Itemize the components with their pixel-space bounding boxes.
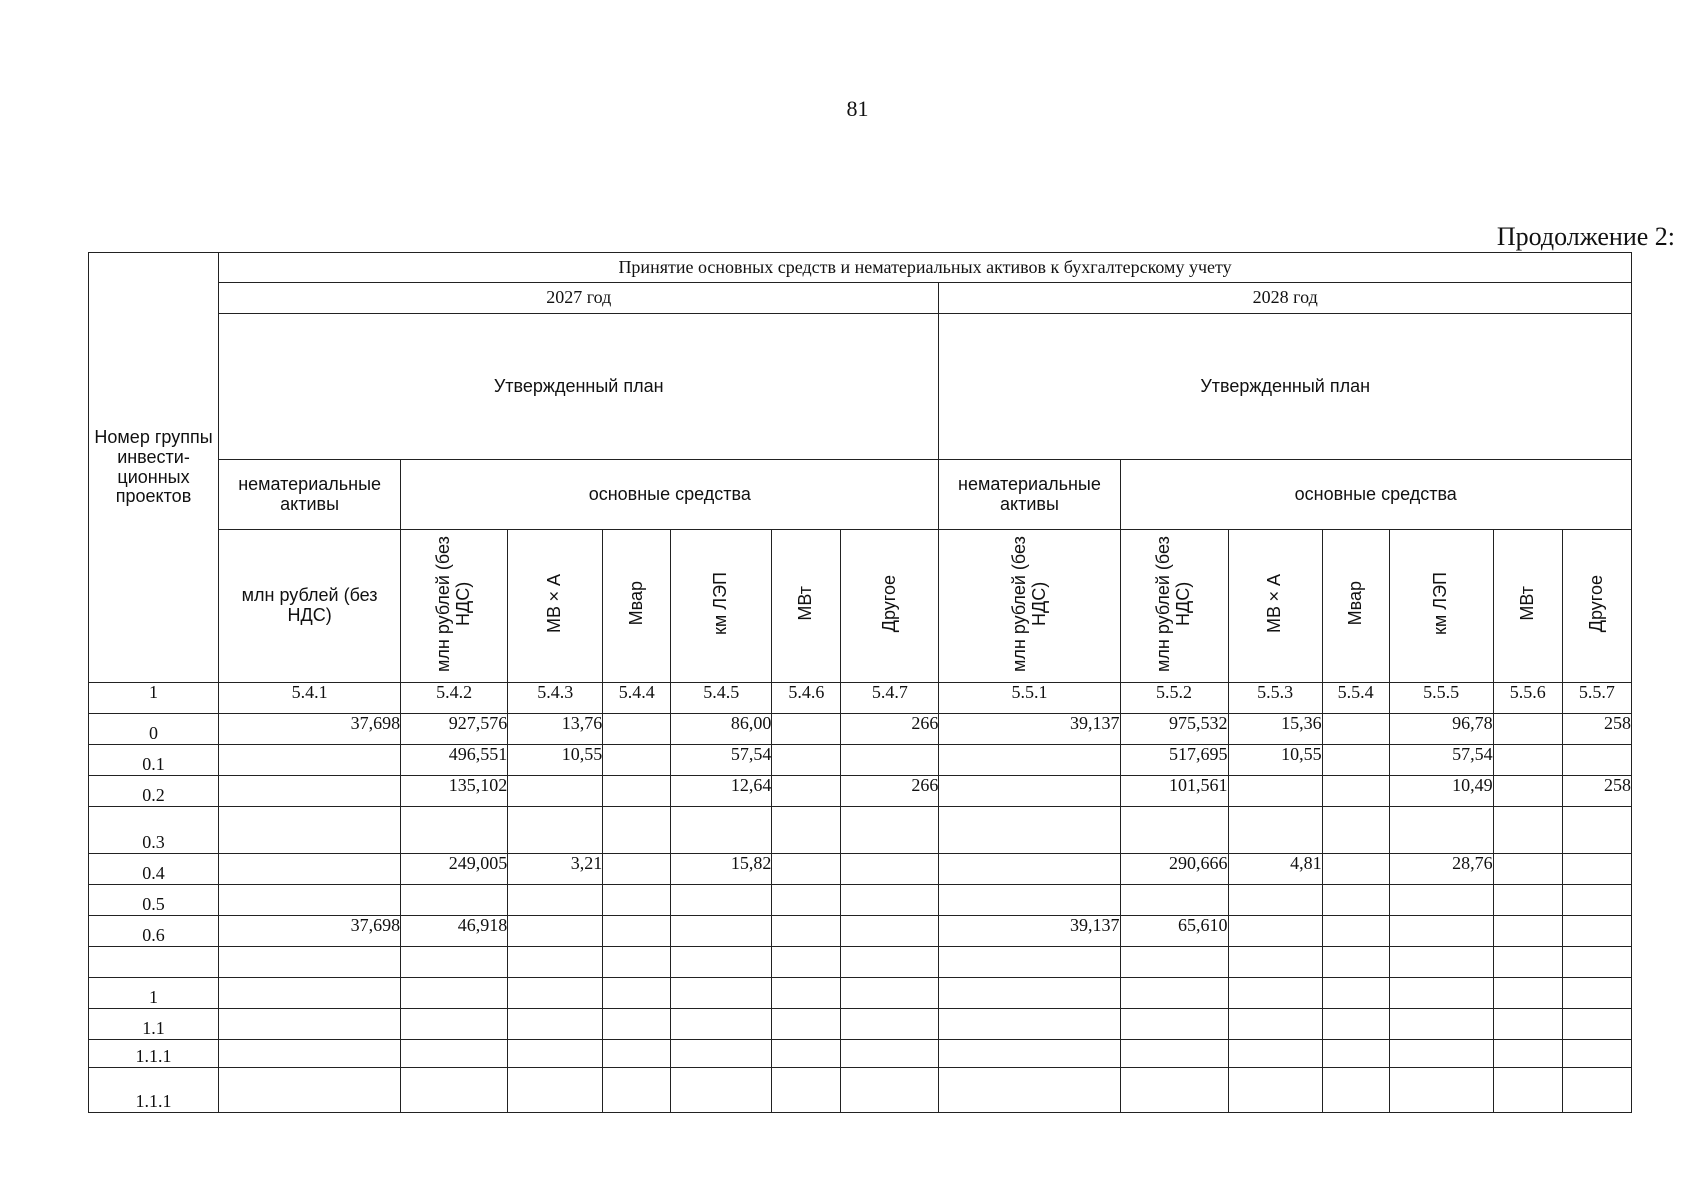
value-cell bbox=[1562, 1009, 1631, 1040]
table-row bbox=[89, 807, 1632, 854]
code-row bbox=[89, 683, 1632, 714]
value-cell bbox=[1562, 854, 1631, 885]
unit-header-5-5-6 bbox=[1493, 530, 1562, 683]
group-number-cell: 0.6 bbox=[89, 916, 219, 947]
code-cell: 5.4.4 bbox=[603, 683, 671, 714]
value-cell bbox=[1389, 947, 1493, 978]
value-cell bbox=[603, 1040, 671, 1068]
value-cell bbox=[1228, 1068, 1322, 1113]
value-cell bbox=[401, 1009, 508, 1040]
value-cell bbox=[401, 885, 508, 916]
value-cell bbox=[219, 978, 401, 1009]
value-cell bbox=[939, 807, 1120, 854]
code-cell: 5.4.1 bbox=[219, 683, 401, 714]
plan-2027-header: Утвержденный план bbox=[219, 314, 939, 460]
year-2028-header: 2028 год bbox=[939, 283, 1632, 314]
value-cell bbox=[1389, 807, 1493, 854]
value-cell bbox=[1228, 1009, 1322, 1040]
value-cell bbox=[1322, 978, 1389, 1009]
value-cell bbox=[1322, 776, 1389, 807]
value-cell bbox=[1562, 885, 1631, 916]
value-cell bbox=[1562, 916, 1631, 947]
value-cell bbox=[841, 1009, 939, 1040]
value-cell bbox=[1493, 885, 1562, 916]
value-cell bbox=[841, 885, 939, 916]
unit-label: МВт bbox=[1516, 586, 1537, 621]
value-cell bbox=[939, 1068, 1120, 1113]
value-cell bbox=[841, 1040, 939, 1068]
value-cell bbox=[219, 1009, 401, 1040]
value-cell bbox=[1322, 745, 1389, 776]
value-cell: 37,698 bbox=[219, 916, 401, 947]
code-cell: 5.4.5 bbox=[671, 683, 772, 714]
group-number-cell: 0 bbox=[89, 714, 219, 745]
value-cell: 39,137 bbox=[939, 714, 1120, 745]
value-cell bbox=[603, 776, 671, 807]
value-cell bbox=[939, 854, 1120, 885]
fixed-assets-2027-header: основные средства bbox=[401, 460, 939, 530]
value-cell bbox=[939, 745, 1120, 776]
value-cell bbox=[671, 947, 772, 978]
unit-label: млн рублей (без НДС) bbox=[1008, 535, 1049, 672]
value-cell bbox=[1562, 947, 1631, 978]
value-cell bbox=[671, 1068, 772, 1113]
unit-label: МВт bbox=[795, 586, 816, 621]
table-row bbox=[89, 1040, 1632, 1068]
table-row bbox=[89, 714, 1632, 745]
value-cell bbox=[939, 978, 1120, 1009]
value-cell: 10,55 bbox=[1228, 745, 1322, 776]
value-cell bbox=[772, 947, 841, 978]
value-cell: 10,55 bbox=[508, 745, 603, 776]
value-cell: 46,918 bbox=[401, 916, 508, 947]
value-cell bbox=[401, 978, 508, 1009]
value-cell bbox=[1493, 1068, 1562, 1113]
value-cell bbox=[508, 776, 603, 807]
unit-label: МВ×А bbox=[1264, 574, 1285, 634]
value-cell bbox=[1120, 978, 1228, 1009]
value-cell bbox=[1562, 1040, 1631, 1068]
value-cell bbox=[219, 947, 401, 978]
value-cell bbox=[939, 947, 1120, 978]
value-cell bbox=[219, 807, 401, 854]
unit-header-5-5-7 bbox=[1562, 530, 1631, 683]
value-cell: 266 bbox=[841, 714, 939, 745]
value-cell: 258 bbox=[1562, 714, 1631, 745]
value-cell bbox=[671, 916, 772, 947]
value-cell: 496,551 bbox=[401, 745, 508, 776]
table-row bbox=[89, 776, 1632, 807]
value-cell bbox=[1389, 978, 1493, 1009]
code-cell: 5.5.5 bbox=[1389, 683, 1493, 714]
value-cell bbox=[671, 885, 772, 916]
value-cell bbox=[1493, 1040, 1562, 1068]
value-cell: 3,21 bbox=[508, 854, 603, 885]
value-cell bbox=[1228, 947, 1322, 978]
value-cell bbox=[1493, 854, 1562, 885]
data-rows bbox=[89, 714, 1632, 1113]
value-cell: 975,532 bbox=[1120, 714, 1228, 745]
value-cell: 39,137 bbox=[939, 916, 1120, 947]
value-cell bbox=[401, 1068, 508, 1113]
value-cell bbox=[1322, 916, 1389, 947]
value-cell: 266 bbox=[841, 776, 939, 807]
value-cell bbox=[603, 916, 671, 947]
value-cell: 13,76 bbox=[508, 714, 603, 745]
value-cell bbox=[1120, 885, 1228, 916]
unit-label: млн рублей (без НДС) bbox=[1153, 535, 1194, 672]
year-2027-header: 2027 год bbox=[219, 283, 939, 314]
value-cell: 135,102 bbox=[401, 776, 508, 807]
unit-label: Другое bbox=[878, 575, 899, 633]
value-cell bbox=[1120, 1040, 1228, 1068]
value-cell bbox=[603, 1009, 671, 1040]
group-number-cell: 1 bbox=[89, 978, 219, 1009]
value-cell bbox=[1322, 807, 1389, 854]
value-cell bbox=[841, 745, 939, 776]
value-cell: 57,54 bbox=[1389, 745, 1493, 776]
intangible-2028-header: нематериальные активы bbox=[939, 460, 1120, 530]
unit-header-5-4-2 bbox=[401, 530, 508, 683]
value-cell: 65,610 bbox=[1120, 916, 1228, 947]
value-cell bbox=[1322, 854, 1389, 885]
value-cell bbox=[841, 854, 939, 885]
group-number-cell: 0.4 bbox=[89, 854, 219, 885]
value-cell bbox=[1389, 916, 1493, 947]
value-cell bbox=[772, 978, 841, 1009]
value-cell bbox=[841, 947, 939, 978]
continuation-label: Продолжение 2: bbox=[1496, 222, 1675, 251]
value-cell bbox=[1322, 714, 1389, 745]
investment-table bbox=[88, 252, 1632, 1113]
value-cell bbox=[939, 885, 1120, 916]
value-cell bbox=[603, 947, 671, 978]
unit-header-5-5-1 bbox=[939, 530, 1120, 683]
value-cell bbox=[1389, 1009, 1493, 1040]
value-cell bbox=[772, 1009, 841, 1040]
value-cell bbox=[671, 1009, 772, 1040]
value-cell bbox=[1493, 947, 1562, 978]
value-cell: 101,561 bbox=[1120, 776, 1228, 807]
value-cell bbox=[508, 1068, 603, 1113]
value-cell bbox=[1228, 776, 1322, 807]
value-cell bbox=[401, 807, 508, 854]
value-cell bbox=[508, 885, 603, 916]
value-cell bbox=[603, 978, 671, 1009]
table-row bbox=[89, 1068, 1632, 1113]
value-cell bbox=[772, 807, 841, 854]
value-cell bbox=[508, 807, 603, 854]
value-cell bbox=[1228, 978, 1322, 1009]
unit-header-5-5-4 bbox=[1322, 530, 1389, 683]
value-cell bbox=[1120, 947, 1228, 978]
value-cell: 927,576 bbox=[401, 714, 508, 745]
value-cell bbox=[1228, 807, 1322, 854]
value-cell bbox=[603, 1068, 671, 1113]
table-row bbox=[89, 978, 1632, 1009]
unit-label: км ЛЭП bbox=[1430, 572, 1451, 636]
value-cell bbox=[1493, 807, 1562, 854]
unit-header-5-5-2 bbox=[1120, 530, 1228, 683]
value-cell: 10,49 bbox=[1389, 776, 1493, 807]
code-cell: 5.5.6 bbox=[1493, 683, 1562, 714]
value-cell bbox=[772, 1068, 841, 1113]
value-cell bbox=[603, 854, 671, 885]
unit-header-5-4-3 bbox=[508, 530, 603, 683]
group-number-cell: 0.1 bbox=[89, 745, 219, 776]
row-header-cell bbox=[89, 253, 219, 683]
group-number-cell: 1.1.1 bbox=[89, 1040, 219, 1068]
code-cell: 5.5.3 bbox=[1228, 683, 1322, 714]
table-row bbox=[89, 947, 1632, 978]
value-cell: 249,005 bbox=[401, 854, 508, 885]
table-row bbox=[89, 916, 1632, 947]
unit-label: Мвар bbox=[625, 581, 646, 626]
code-cell: 5.4.7 bbox=[841, 683, 939, 714]
value-cell bbox=[1322, 1068, 1389, 1113]
value-cell bbox=[1562, 1068, 1631, 1113]
unit-header-5-4-1: млн рублей (без НДС) bbox=[219, 530, 401, 683]
code-cell: 5.5.4 bbox=[1322, 683, 1389, 714]
value-cell: 86,00 bbox=[671, 714, 772, 745]
table-row bbox=[89, 885, 1632, 916]
row-header: Номер группы инвести-ционных проектов bbox=[94, 426, 213, 507]
code-cell: 5.5.2 bbox=[1120, 683, 1228, 714]
group-number-cell: 0.2 bbox=[89, 776, 219, 807]
value-cell bbox=[1322, 947, 1389, 978]
value-cell bbox=[1389, 1040, 1493, 1068]
value-cell bbox=[671, 1040, 772, 1068]
value-cell bbox=[508, 916, 603, 947]
value-cell bbox=[1493, 776, 1562, 807]
value-cell bbox=[603, 807, 671, 854]
value-cell: 4,81 bbox=[1228, 854, 1322, 885]
value-cell bbox=[1562, 807, 1631, 854]
unit-header-5-4-6 bbox=[772, 530, 841, 683]
unit-header-5-4-4 bbox=[603, 530, 671, 683]
value-cell bbox=[772, 854, 841, 885]
value-cell bbox=[1389, 885, 1493, 916]
plan-2028-header: Утвержденный план bbox=[939, 314, 1632, 460]
fixed-assets-2028-header: основные средства bbox=[1120, 460, 1632, 530]
value-cell bbox=[841, 916, 939, 947]
value-cell bbox=[1493, 1009, 1562, 1040]
value-cell bbox=[1322, 885, 1389, 916]
group-number-cell: 0.5 bbox=[89, 885, 219, 916]
value-cell: 57,54 bbox=[671, 745, 772, 776]
unit-label: млн рублей (без НДС) bbox=[433, 535, 474, 672]
value-cell bbox=[401, 947, 508, 978]
unit-label: МВ×А bbox=[544, 574, 565, 634]
value-cell bbox=[1389, 1068, 1493, 1113]
main-header: Принятие основных средств и нематериальных активов к бухгалтерскому учету bbox=[219, 253, 1632, 283]
value-cell: 96,78 bbox=[1389, 714, 1493, 745]
code-cell: 1 bbox=[89, 683, 219, 714]
intangible-2027-header: нематериальные активы bbox=[219, 460, 401, 530]
value-cell bbox=[1228, 885, 1322, 916]
group-number-cell: 0.3 bbox=[89, 807, 219, 854]
value-cell bbox=[219, 1040, 401, 1068]
value-cell bbox=[671, 807, 772, 854]
value-cell bbox=[603, 714, 671, 745]
value-cell: 12,64 bbox=[671, 776, 772, 807]
value-cell bbox=[219, 776, 401, 807]
value-cell: 517,695 bbox=[1120, 745, 1228, 776]
unit-header-5-4-5 bbox=[671, 530, 772, 683]
value-cell bbox=[772, 714, 841, 745]
value-cell bbox=[939, 1009, 1120, 1040]
group-number-cell: 1.1 bbox=[89, 1009, 219, 1040]
table-row bbox=[89, 854, 1632, 885]
page-number: 81 bbox=[846, 96, 869, 121]
value-cell: 258 bbox=[1562, 776, 1631, 807]
value-cell bbox=[772, 885, 841, 916]
value-cell bbox=[671, 978, 772, 1009]
value-cell: 28,76 bbox=[1389, 854, 1493, 885]
value-cell bbox=[772, 916, 841, 947]
value-cell bbox=[219, 854, 401, 885]
value-cell bbox=[1120, 1068, 1228, 1113]
value-cell bbox=[1493, 916, 1562, 947]
value-cell bbox=[1120, 1009, 1228, 1040]
value-cell: 37,698 bbox=[219, 714, 401, 745]
table-row bbox=[89, 1009, 1632, 1040]
value-cell: 290,666 bbox=[1120, 854, 1228, 885]
unit-header-5-4-7 bbox=[841, 530, 939, 683]
value-cell bbox=[1120, 807, 1228, 854]
value-cell bbox=[841, 807, 939, 854]
value-cell bbox=[939, 776, 1120, 807]
unit-label: км ЛЭП bbox=[710, 572, 731, 636]
value-cell bbox=[772, 745, 841, 776]
value-cell bbox=[1322, 1040, 1389, 1068]
unit-label: Мвар bbox=[1344, 581, 1365, 626]
unit-header-5-5-3 bbox=[1228, 530, 1322, 683]
value-cell bbox=[841, 1068, 939, 1113]
group-number-cell bbox=[89, 947, 219, 978]
unit-label: Другое bbox=[1585, 575, 1606, 633]
value-cell bbox=[508, 947, 603, 978]
value-cell bbox=[1228, 916, 1322, 947]
value-cell bbox=[1562, 745, 1631, 776]
table-row bbox=[89, 745, 1632, 776]
value-cell bbox=[841, 978, 939, 1009]
group-number-cell: 1.1.1 bbox=[89, 1068, 219, 1113]
value-cell bbox=[1322, 1009, 1389, 1040]
value-cell bbox=[1493, 978, 1562, 1009]
value-cell bbox=[939, 1040, 1120, 1068]
value-cell bbox=[1493, 745, 1562, 776]
unit-header-5-5-5 bbox=[1389, 530, 1493, 683]
value-cell bbox=[401, 1040, 508, 1068]
value-cell bbox=[219, 885, 401, 916]
value-cell bbox=[219, 1068, 401, 1113]
value-cell bbox=[508, 978, 603, 1009]
value-cell bbox=[1562, 978, 1631, 1009]
value-cell bbox=[1228, 1040, 1322, 1068]
code-cell: 5.5.1 bbox=[939, 683, 1120, 714]
code-cell: 5.4.3 bbox=[508, 683, 603, 714]
value-cell bbox=[219, 745, 401, 776]
value-cell bbox=[508, 1040, 603, 1068]
code-cell: 5.4.6 bbox=[772, 683, 841, 714]
value-cell bbox=[603, 745, 671, 776]
value-cell bbox=[508, 1009, 603, 1040]
value-cell: 15,82 bbox=[671, 854, 772, 885]
code-cell: 5.5.7 bbox=[1562, 683, 1631, 714]
value-cell: 15,36 bbox=[1228, 714, 1322, 745]
value-cell bbox=[772, 776, 841, 807]
code-cell: 5.4.2 bbox=[401, 683, 508, 714]
value-cell bbox=[603, 885, 671, 916]
value-cell bbox=[1493, 714, 1562, 745]
value-cell bbox=[772, 1040, 841, 1068]
